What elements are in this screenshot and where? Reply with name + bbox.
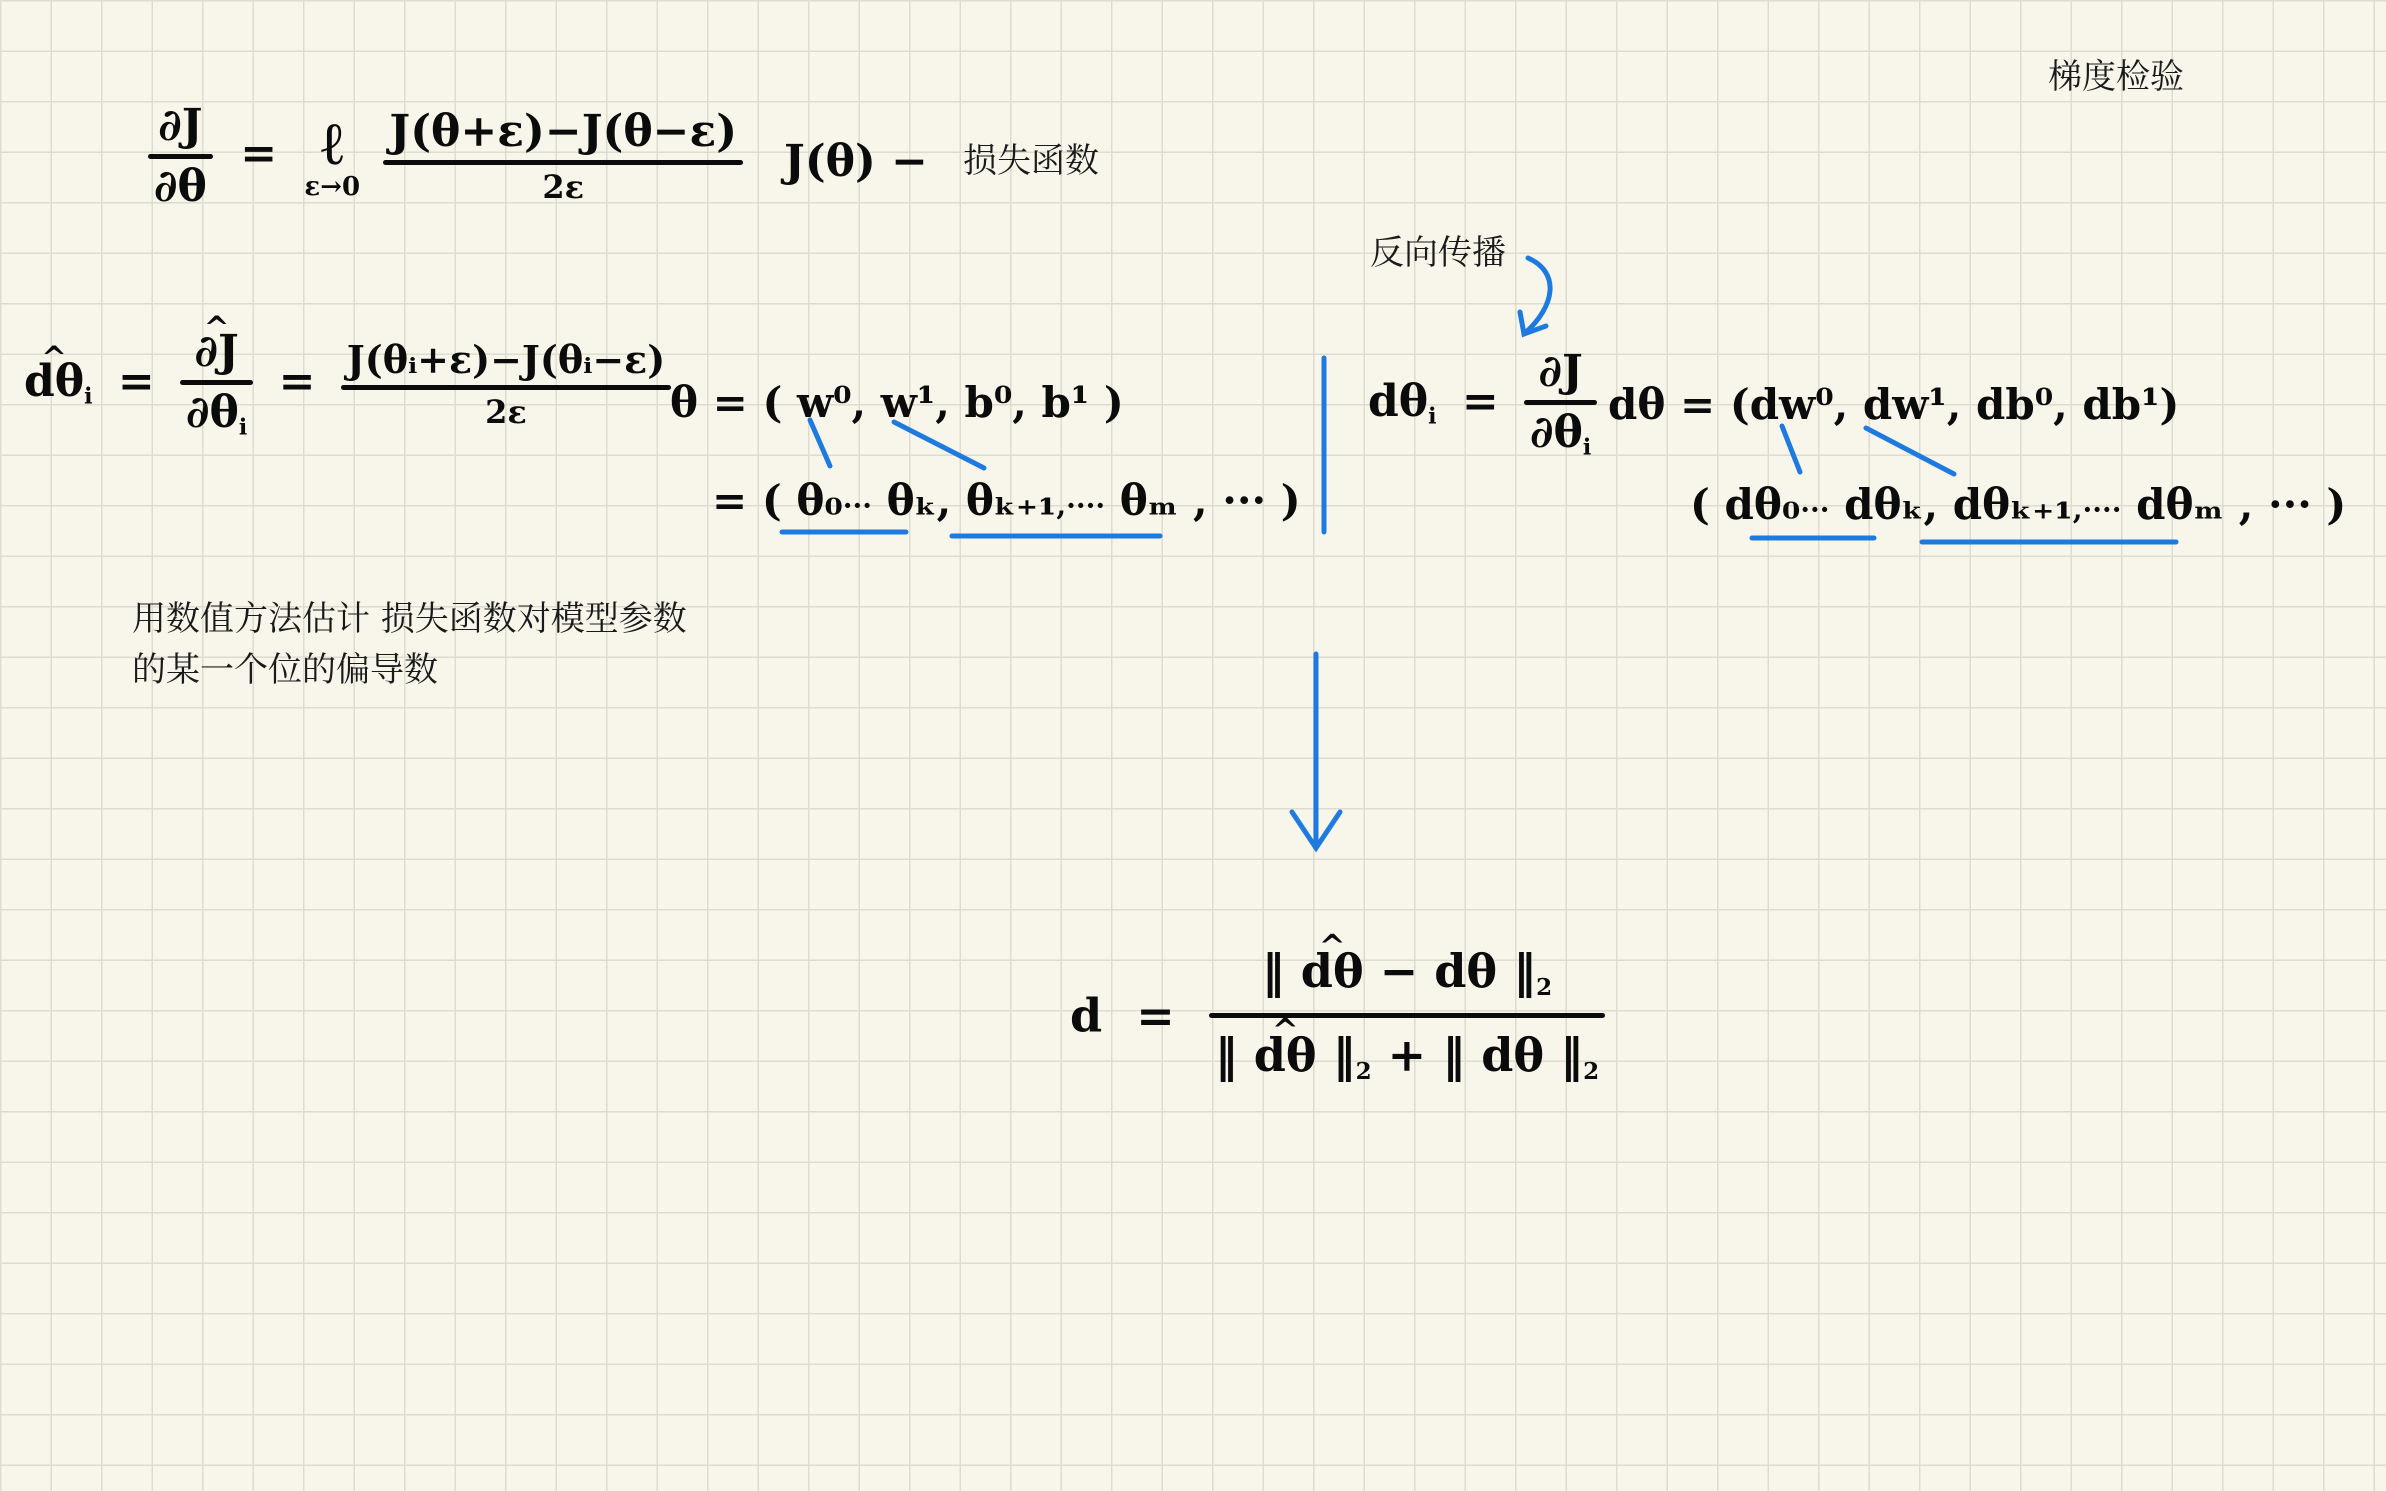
theta-params-line2: = ( θ₀··· θₖ, θₖ₊₁,···· θₘ , ··· ): [712, 476, 1301, 525]
limit-formula: ∂J ∂θ = ℓ ε→0 J(θ+ε)−J(θ−ε) 2ε: [148, 104, 743, 209]
connector-w1: [894, 422, 984, 468]
connector-dw0: [1782, 426, 1800, 472]
loss-function-label: 损失函数: [963, 141, 1099, 181]
relative-distance-formula: d = ‖ ^ dθ − dθ $‖_2$ ‖ ^ dθ $‖_2$ + ‖ dθ $‖_2$: [1070, 948, 1605, 1083]
dJ-dthetai-fraction: ^ ∂J $\partial\theta_i$: [180, 330, 253, 439]
dtheta-params-line1: dθ = (dw⁰, dw¹, db⁰, db¹): [1608, 380, 2180, 429]
dots: ···: [842, 489, 872, 522]
connector-dw1: [1866, 428, 1954, 474]
dtheta-hat: ^ dθ: [24, 360, 84, 404]
component-difference-fraction: J(θᵢ+ε)−J(θᵢ−ε) 2ε: [341, 341, 671, 428]
dtheta-0: dθ₀: [1724, 480, 1801, 529]
central-difference-fraction: J(θ+ε)−J(θ−ε) 2ε: [383, 110, 743, 203]
loss-symbol: J(θ) −: [784, 136, 928, 187]
page-title: 梯度检验: [2048, 57, 2184, 97]
backprop-label: 反向传播: [1370, 233, 1506, 273]
dtheta-m: dθₘ: [2136, 480, 2225, 529]
lim-subscript: ε→0: [304, 171, 361, 202]
lim-symbol: ℓ: [320, 108, 344, 179]
dtheta-k: dθₖ: [1844, 480, 1924, 529]
dtheta-k-plus-1: dθₖ₊₁: [1952, 480, 2073, 529]
distance-fraction: ‖ ^ dθ − dθ $‖_2$ ‖ ^ dθ $‖_2$ + ‖ dθ $‖_2$: [1209, 948, 1605, 1083]
backprop-formula: $d\theta_i$ = ∂J $\partial\theta_i$: [1368, 350, 1597, 459]
theta-m: θₘ: [1119, 476, 1179, 525]
theta-k-plus-1: θₖ₊₁: [965, 476, 1057, 525]
dJ-dtheta-fraction: ∂J ∂θ: [148, 104, 213, 209]
approx-formula: ^ $d\theta_i$ = ^ ∂J $\partial\theta_i$ = J(θᵢ+ε)−J(θᵢ−ε) 2ε: [24, 330, 671, 439]
numeric-estimate-note: 用数值方法估计 损失函数对模型参数 的某一个位的偏导数: [132, 599, 687, 690]
theta-k: θₖ: [886, 476, 937, 525]
backprop-arrow: [1524, 258, 1550, 334]
theta-params-line1: θ = ( w⁰, w¹, b⁰, b¹ ): [670, 378, 1124, 427]
dtheta-params-line2: ( dθ₀··· dθₖ, dθₖ₊₁,···· dθₘ , ··· ): [1690, 480, 2347, 529]
theta-0: θ₀: [796, 476, 843, 525]
